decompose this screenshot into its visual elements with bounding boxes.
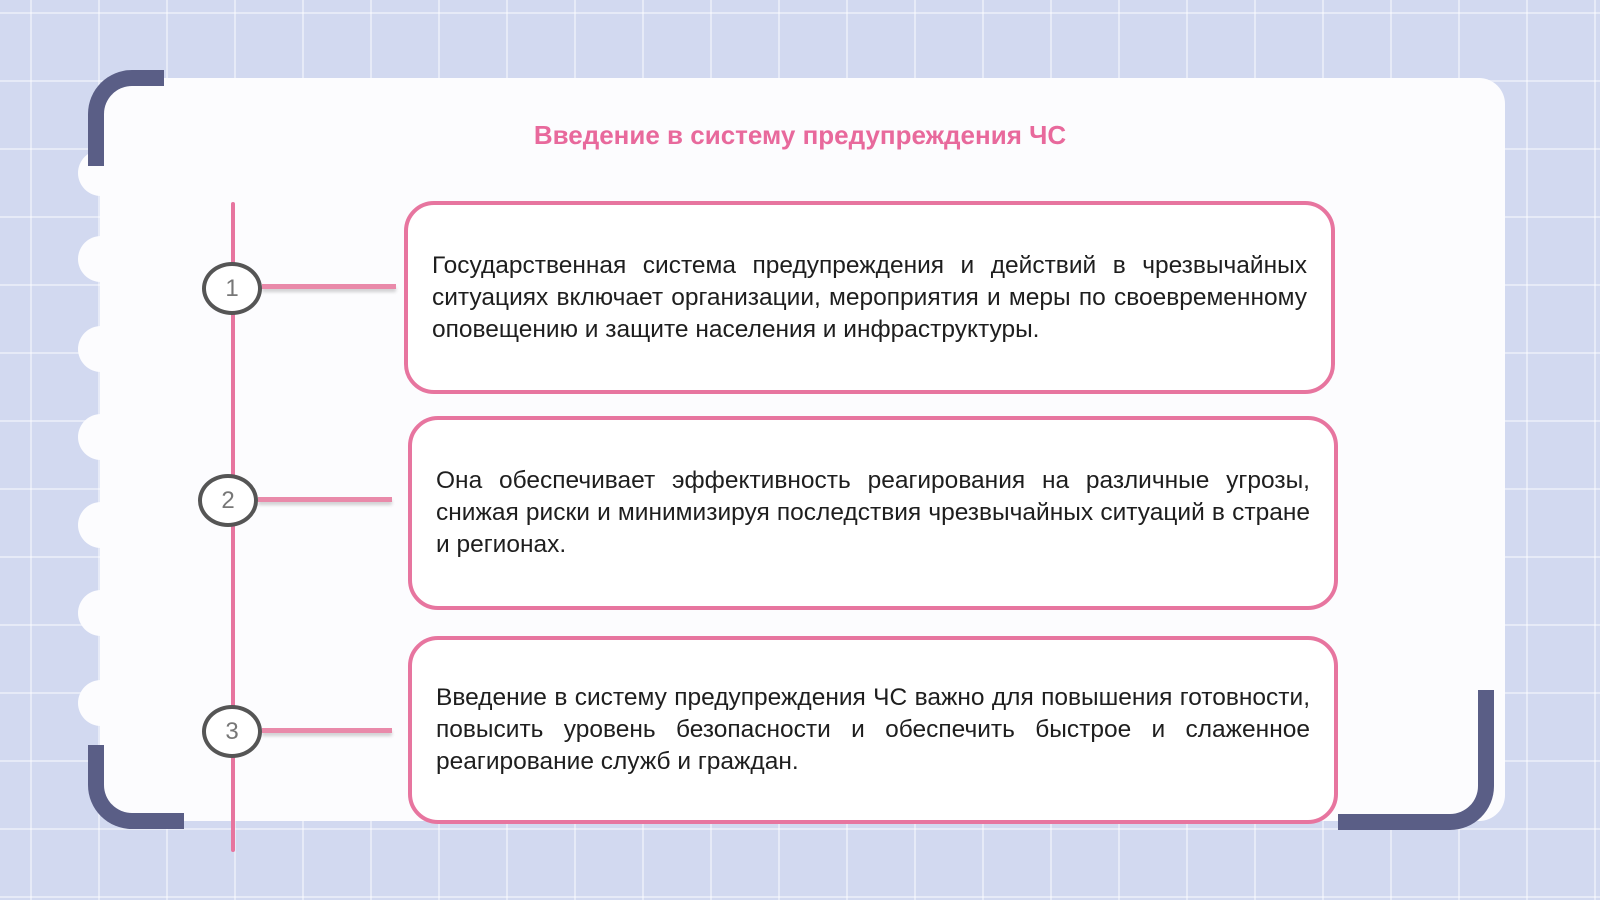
paper-scallop [78, 680, 124, 726]
step-connector-1 [262, 284, 396, 289]
step-card-2 [408, 416, 1338, 610]
frame-corner-bottom-left [88, 745, 184, 829]
paper-scallop [78, 502, 124, 548]
slide-title: Введение в систему предупреждения ЧС [533, 120, 1067, 150]
step-text-2: Она обеспечивает эффективность реагирования на различные угрозы, снижая риски и минимизируя последствия чрезвычайных ситуаций в стране и регионах. [436, 467, 1310, 558]
frame-corner-top-left [88, 70, 164, 166]
step-card-1 [404, 201, 1335, 394]
step-number-1: 1 [202, 262, 262, 315]
paper-scallop [78, 590, 124, 636]
step-number-3: 3 [202, 705, 262, 758]
step-card-3 [408, 636, 1338, 824]
frame-corner-bottom-right [1338, 690, 1494, 830]
step-text-3: Введение в систему предупреждения ЧС важно для повышения готовности, повысить уровень безопасности и обеспечить быстрое и слаженное реагирование служб и граждан. [436, 684, 1310, 775]
step-text-1: Государственная система предупреждения и действий в чрезвычайных ситуациях включает организации, мероприятия и меры по своевременному оповещению и защите населения и инфраструктуры. [432, 251, 1307, 343]
step-number-2: 2 [198, 474, 258, 527]
paper-scallop [78, 236, 124, 282]
paper-scallop [78, 414, 124, 460]
step-connector-2 [258, 497, 392, 502]
paper-scallop [78, 326, 124, 372]
step-connector-3 [262, 728, 392, 733]
